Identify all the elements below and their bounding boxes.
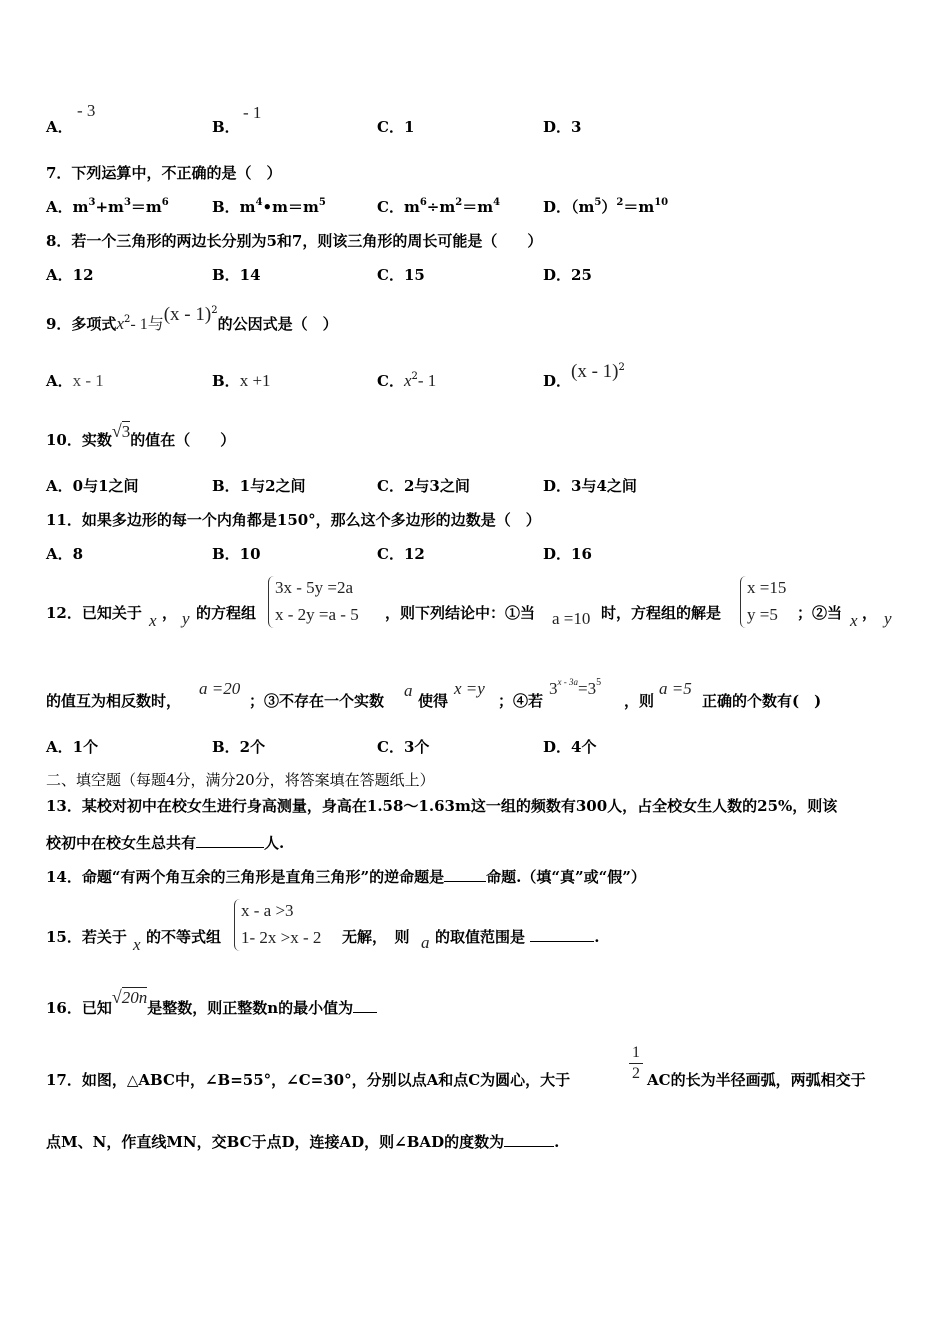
q12-sol1: x =15 <box>747 578 787 597</box>
q8-option-b: B．14 <box>212 266 261 284</box>
q11-option-b: B．10 <box>212 545 261 563</box>
q16-stem: 16．已知√20n是整数，则正整数n的最小值为 <box>46 997 377 1018</box>
q6-option-b-value: - 1 <box>243 103 262 122</box>
q12-line2-part6: 正确的个数有( ) <box>702 692 822 710</box>
q13-answer-blank[interactable] <box>196 833 264 848</box>
q12-cond1: a =10 <box>552 609 591 628</box>
q9-stem: 9．多项式$x^2-$ 1与(x - 1)$^2$的公因式是（ ） <box>46 304 338 333</box>
q6-option-b: B． <box>212 118 240 136</box>
q7-option-a: A．$m^3+m^3=m^6$ <box>46 197 169 216</box>
q12-comma: ， <box>162 604 178 622</box>
q15-system-brace <box>234 899 240 951</box>
q9-option-c: C．$x^2-$ 1 <box>377 371 437 390</box>
q15-inequality-system <box>241 897 321 951</box>
q12-line2-part3: 使得 <box>418 692 449 710</box>
q8-stem: 8．若一个三角形的两边长分别为5和7，则该三角形的周长可能是（ ） <box>46 232 543 250</box>
q12-cond2: a =20 <box>199 679 241 698</box>
q12-line2-part4: ；④若 <box>498 692 544 710</box>
q12-solution-system <box>747 574 786 628</box>
q6-option-a: A． <box>46 118 73 136</box>
q12-solution-brace <box>740 576 746 628</box>
q7-option-d: D．$(m^5)^2=m^{10}$ <box>543 197 669 216</box>
q11-option-c: C．12 <box>377 545 425 563</box>
q10-stem: 10．实数√3的值在（ ） <box>46 421 236 449</box>
q6-option-c: C．1 <box>377 118 415 136</box>
q17-fraction-denominator: 2 <box>632 1065 640 1082</box>
q12-line2-part5: ，则 <box>624 692 655 710</box>
q15-ie1: x - a >3 <box>241 901 294 920</box>
q12-var-x: x <box>149 611 157 630</box>
q13-line2: 校初中在校女生总共有 人. <box>46 834 285 852</box>
q12-cond3: x =y <box>454 679 485 698</box>
q12-var-x2: x <box>850 611 858 630</box>
q9-option-b: B．x +1 <box>212 371 271 390</box>
q12-line2-part1: 的值互为相反数时， <box>46 692 182 710</box>
q10-radicand: 3 <box>121 422 131 441</box>
q17-answer-blank[interactable] <box>504 1132 554 1147</box>
q12-system-brace <box>268 576 274 628</box>
q12-stem-part3: ，则下列结论中：①当 <box>385 604 536 622</box>
q15-stem-part3: 无解， 则 <box>342 928 410 946</box>
q15-stem-part4: 的取值范围是 . <box>435 928 600 946</box>
q8-option-a: A．12 <box>46 266 94 284</box>
q12-stem-part2: 的方程组 <box>196 604 257 622</box>
q7-option-b: B．$m^4•m=m^5$ <box>212 197 326 216</box>
q11-stem: 11．如果多边形的每一个内角都是150°，那么这个多边形的边数是（ ） <box>46 511 541 529</box>
q12-stem-part1: 12．已知关于 <box>46 604 142 622</box>
q15-var-a: a <box>421 933 430 952</box>
q12-var-y: y <box>182 609 190 628</box>
q12-option-c: C．3个 <box>377 738 430 756</box>
q12-var-a: a <box>404 681 413 700</box>
q9-option-d: D．(x - 1)$^2$ <box>543 361 625 390</box>
q12-stem-part5: ；②当 <box>797 604 843 622</box>
q7-stem: 7．下列运算中，不正确的是（ ） <box>46 164 282 182</box>
q7-option-c: C．$m^6\div m^2=m^4$ <box>377 197 501 216</box>
q17-line1-part1: 17．如图，△ABC中，∠B=55°，∠C=30°，分别以点A和点C为圆心，大于 <box>46 1071 571 1089</box>
q12-option-a: A．1个 <box>46 738 99 756</box>
q6-option-a-value: - 3 <box>77 101 96 120</box>
q11-option-d: D．16 <box>543 545 592 563</box>
q14-stem: 14．命题“有两个角互余的三角形是直角三角形”的逆命题是 命题.（填“真”或“假”） <box>46 868 646 886</box>
section-2-heading: 二、填空题（每题4分，满分20分，将答案填在答题纸上） <box>46 771 435 789</box>
q12-cond4: a =5 <box>659 679 692 698</box>
q10-option-c: C．2与3之间 <box>377 477 470 495</box>
q10-option-a: A．0与1之间 <box>46 477 139 495</box>
q17-fraction-numerator: 1 <box>629 1043 643 1064</box>
q12-power-eq: $3^{x - 3a}=3^5$ <box>549 677 602 698</box>
q15-stem-part2: 的不等式组 <box>146 928 222 946</box>
q12-option-b: B．2个 <box>212 738 266 756</box>
q9-option-a: A．x - 1 <box>46 371 104 390</box>
q17-line2: 点M、N，作直线MN，交BC于点D，连接AD，则∠BAD的度数为 . <box>46 1133 560 1151</box>
q12-eq2: x - 2y =a - 5 <box>275 605 359 624</box>
q17-line1-part2: AC的长为半径画弧，两弧相交于 <box>647 1071 866 1089</box>
q12-line2-part2: ；③不存在一个实数 <box>249 692 385 710</box>
q12-equation-system <box>275 574 359 628</box>
q15-answer-blank[interactable] <box>530 927 594 942</box>
q10-option-b: B．1与2之间 <box>212 477 306 495</box>
q8-option-d: D．25 <box>543 266 592 284</box>
q15-ie2: 1- 2x >x - 2 <box>241 928 322 947</box>
q12-stem-part4: 时，方程组的解是 <box>601 604 722 622</box>
q15-var-x: x <box>133 935 141 954</box>
q12-sol2: y =5 <box>747 605 778 624</box>
q11-option-a: A．8 <box>46 545 84 563</box>
q16-radicand: 20n <box>121 988 148 1007</box>
q15-stem-part1: 15．若关于 <box>46 928 127 946</box>
q17-fraction <box>629 1043 643 1084</box>
q10-option-d: D．3与4之间 <box>543 477 637 495</box>
q16-answer-blank[interactable] <box>353 998 377 1013</box>
q14-answer-blank[interactable] <box>444 867 486 882</box>
q12-option-d: D．4个 <box>543 738 597 756</box>
q12-comma2: ， <box>862 604 878 622</box>
q8-option-c: C．15 <box>377 266 425 284</box>
q13-line1: 13．某校对初中在校女生进行身高测量，身高在1.58～1.63m这一组的频数有300人，占全校女生人数的25%，则该 <box>46 797 838 815</box>
q6-option-d: D．3 <box>543 118 582 136</box>
q12-var-y2: y <box>884 609 892 628</box>
q12-eq1: 3x - 5y =2a <box>275 578 354 597</box>
